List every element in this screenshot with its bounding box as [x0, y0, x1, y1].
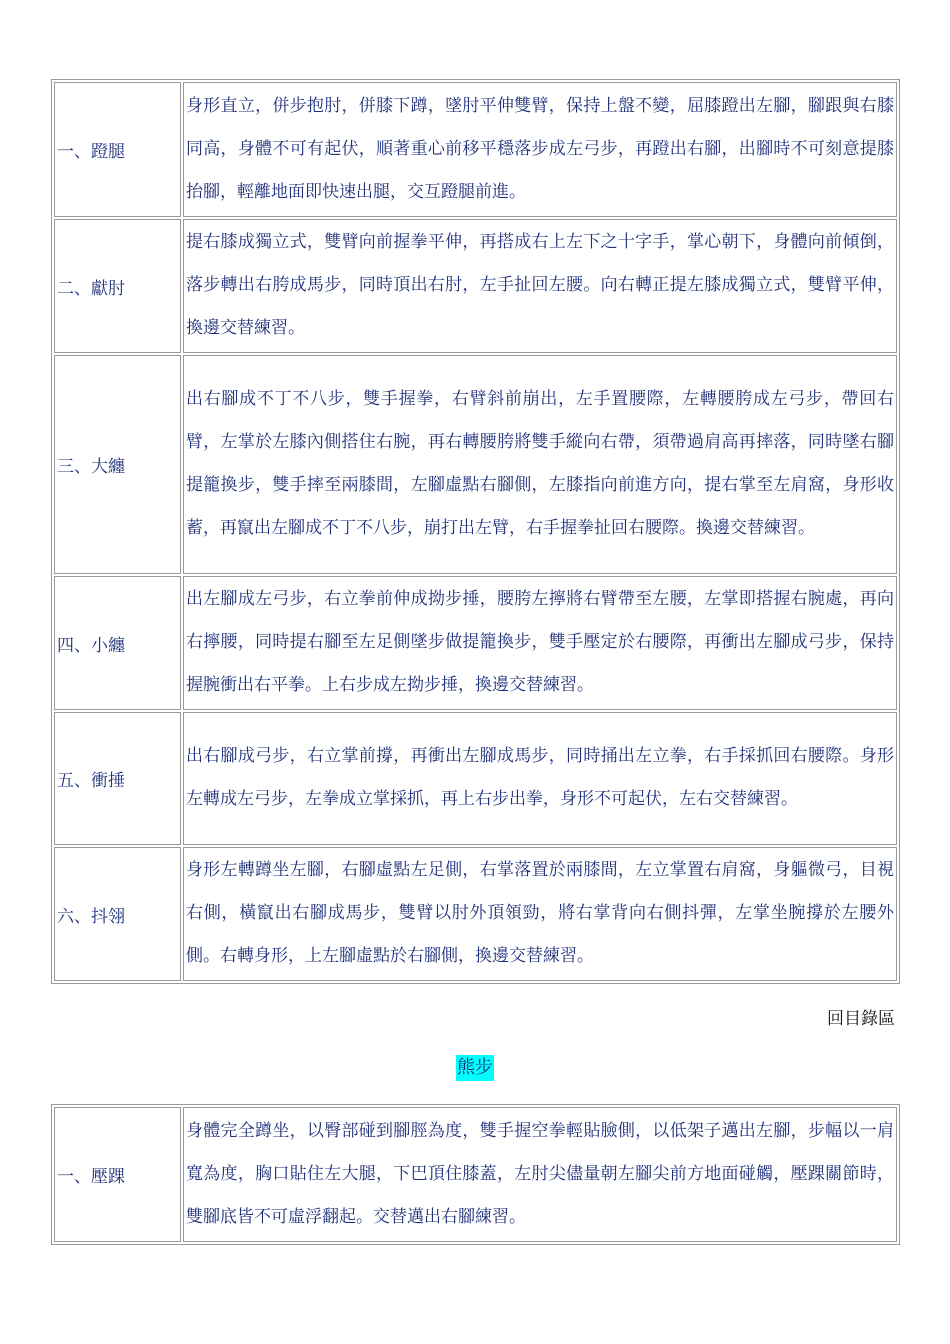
section-title: 熊步	[456, 1055, 494, 1081]
move-description: 身形直立，併步抱肘，併膝下蹲，墜肘平伸雙臂，保持上盤不變，屈膝蹬出左腳，腳跟與右膝同高，身體不可有起伏，順著重心前移平穩落步成左弓步，再蹬出右腳，出腳時不可刻意提膝抬腳，輕離地面即快速出腿，交互蹬腿前進。	[183, 82, 897, 217]
table-row	[54, 355, 897, 574]
move-name: 三、大纏	[54, 355, 181, 574]
move-description: 出右腳成不丁不八步，雙手握拳，右臂斜前崩出，左手置腰際，左轉腰胯成左弓步，帶回右臂，左掌於左膝內側搭住右腕，再右轉腰胯將雙手縱向右帶，須帶過肩高再摔落，同時墜右腳提籠換步，雙手摔至兩膝間，左腳虛點右腳側，左膝指向前進方向，提右掌至左肩窩，身形收蓄，再竄出左腳成不丁不八步，崩打出左臂，右手握拳扯回右腰際。換邊交替練習。	[183, 355, 897, 574]
table-row	[54, 1107, 897, 1242]
move-name: 二、獻肘	[54, 219, 181, 353]
page-watermark-bottom: ·	[473, 1252, 477, 1261]
moves-table	[51, 1104, 900, 1245]
moves-table	[51, 79, 900, 984]
move-description: 出右腳成弓步，右立掌前撐，再衝出左腳成馬步，同時捅出左立拳，右手採抓回右腰際。身形左轉成左弓步，左拳成立掌採抓，再上右步出拳，身形不可起伏，左右交替練習。	[183, 712, 897, 845]
move-name: 六、抖翎	[54, 847, 181, 981]
move-description: 身形左轉蹲坐左腳，右腳虛點左足側，右掌落置於兩膝間，左立掌置右肩窩，身軀微弓，目視右側，橫竄出右腳成馬步，雙臂以肘外頂領勁，將右掌背向右側抖彈，左掌坐腕撐於左腰外側。右轉身形，上左腳虛點於右腳側，換邊交替練習。	[183, 847, 897, 981]
move-name: 四、小纏	[54, 576, 181, 710]
table-row	[54, 219, 897, 353]
table-row	[54, 82, 897, 217]
move-description: 出左腳成左弓步，右立拳前伸成拗步捶，腰胯左擰將右臂帶至左腰，左掌即搭握右腕處，再向右擰腰，同時提右腳至左足側墜步做提籠換步，雙手壓定於右腰際，再衝出左腳成弓步，保持握腕衝出右平拳。上右步成左拗步捶，換邊交替練習。	[183, 576, 897, 710]
move-name: 一、蹬腿	[54, 82, 181, 217]
table-row	[54, 576, 897, 710]
move-description: 身體完全蹲坐，以臀部碰到腳脛為度，雙手握空拳輕貼臉側，以低架子邁出左腳，步幅以一肩寬為度，胸口貼住左大腿，下巴頂住膝蓋，左肘尖儘量朝左腳尖前方地面碰觸，壓踝關節時，雙腳底皆不可虛浮翻起。交替邁出右腳練習。	[183, 1107, 897, 1242]
table-row	[54, 847, 897, 981]
move-description: 提右膝成獨立式，雙臂向前握拳平伸，再搭成右上左下之十字手，掌心朝下，身體向前傾倒，落步轉出右胯成馬步，同時頂出右肘，左手扯回左腰。向右轉正提左膝成獨立式，雙臂平伸，換邊交替練習。	[183, 219, 897, 353]
table-row	[54, 712, 897, 845]
move-name: 一、壓踝	[54, 1107, 181, 1242]
move-name: 五、衝捶	[54, 712, 181, 845]
back-to-contents-link[interactable]: 回目錄區	[827, 1009, 895, 1029]
section-heading	[0, 1055, 950, 1081]
page-watermark-top: ·	[473, 64, 477, 73]
